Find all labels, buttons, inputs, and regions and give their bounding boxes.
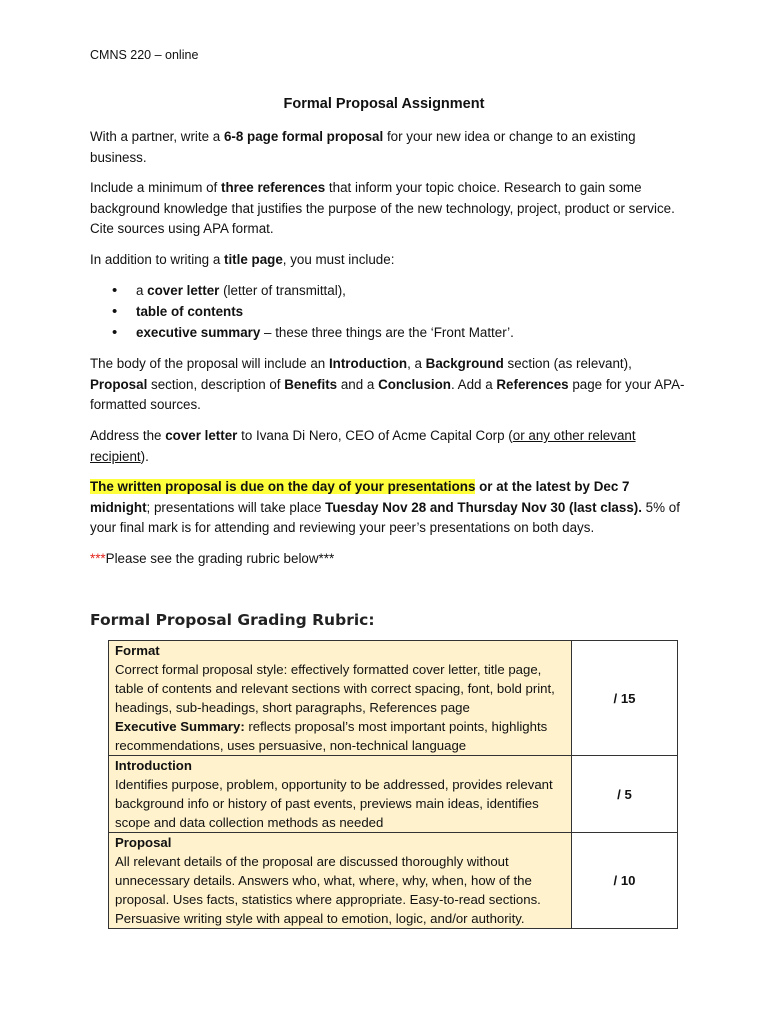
score-cell: / 15 [572,641,678,756]
list-item [90,323,650,344]
criteria-heading: Format [115,643,160,658]
text-span: The body of the proposal will include an [90,356,329,371]
text-span: , a [407,356,426,371]
due-date-paragraph [90,477,690,539]
score-cell: / 5 [572,756,678,833]
include-paragraph [90,250,690,271]
underlined-text: or any other relevant recipient [90,428,636,464]
document-title: Formal Proposal Assignment [283,96,485,112]
bold-text: executive summary [136,325,261,340]
bold-text: 6-8 page formal proposal [223,129,384,144]
text-span: a [136,283,148,298]
front-matter-list [90,281,650,344]
bold-text: cover letter [147,283,220,298]
text-span: Please see the grading rubric below*** [105,551,335,566]
text-span: that inform your topic choice. Research to gain some background knowledge that justifies the purpose of the new technology, project, product or service. Cite sources using APA format. [90,180,675,236]
text-span: to Ivana Di Nero, CEO of Acme Capital Corp ( [237,428,513,443]
grading-rubric-table [108,640,678,929]
text-span: section, description of [147,376,285,392]
criteria-heading: Introduction [115,758,192,773]
text-span: section (as relevant), [503,356,632,371]
criteria-text: Correct formal proposal style: effectively formatted cover letter, title page, table of contents and relevant sections with correct spacing, font, bold print, headings, sub-headings, short paragraphs, References page [115,662,555,715]
table-row [109,833,678,929]
bold-text: References [496,376,569,392]
course-header: CMNS 220 – online [90,48,199,62]
text-span: Address the [90,428,166,443]
criteria-text: All relevant details of the proposal are discussed thoroughly without unnecessary details. Answers who, what, where, why, when, how of the proposal. Uses facts, statistics where appropriate. Easy-to-read sections. Persuasive writing style with appeal to emotion, logic, and/or authority. [115,854,541,926]
bold-text: Tuesday Nov 28 and Thursday Nov 30 (last class). [325,499,642,515]
criteria-heading: Proposal [115,835,172,850]
bold-text: Conclusion [378,376,451,392]
text-span: – these three things are the ‘Front Matter’. [260,325,514,340]
intro-paragraph [90,127,690,168]
text-span: page for your APA-formatted sources. [90,376,685,412]
list-item [90,302,650,323]
criteria-cell [109,833,572,929]
bold-text: table of contents [136,304,244,319]
text-span: In addition to writing a [90,252,224,267]
text-span: for your new idea or change to an existing business. [90,129,636,165]
cover-letter-paragraph [90,426,690,467]
criteria-cell [109,756,572,833]
rubric-note [90,549,690,570]
bold-text: title page [224,252,283,267]
bold-text: Introduction [328,356,408,371]
score-cell: / 10 [572,833,678,929]
text-span: , you must include: [282,252,395,267]
bold-text: Proposal [90,376,148,392]
bold-text: Background [425,356,504,371]
list-item [90,281,650,302]
body-sections-paragraph [90,354,690,416]
rubric-title: Formal Proposal Grading Rubric: [90,611,375,629]
text-span: (letter of transmittal), [219,283,346,298]
bold-text: Executive Summary: [115,719,245,734]
text-span: ). [140,448,149,464]
criteria-text: reflects proposal’s most important points, highlights recommendations, uses persuasive, non-technical language [115,719,548,753]
text-span: and a [337,376,379,392]
bold-text: or at the latest by Dec 7 midnight [90,479,630,515]
text-span: 5% of your final mark is for attending and reviewing your peer’s presentations on both days. [90,499,680,535]
criteria-text: Identifies purpose, problem, opportunity to be addressed, provides relevant background info or history of past events, previews main ideas, identifies scope and data collection methods as needed [115,777,553,830]
red-asterisks: *** [90,551,106,566]
text-span: With a partner, write a [90,129,224,144]
table-row [109,756,678,833]
criteria-cell [109,641,572,756]
highlighted-text: The written proposal is due on the day of your presentations [90,479,476,494]
text-span: . Add a [450,376,497,392]
table-row [109,641,678,756]
text-span: ; presentations will take place [146,499,326,515]
bold-text: cover letter [165,428,238,443]
text-span: Include a minimum of [90,180,221,195]
bold-text: three references [220,180,326,195]
bold-text: Benefits [284,376,338,392]
references-paragraph [90,178,690,240]
